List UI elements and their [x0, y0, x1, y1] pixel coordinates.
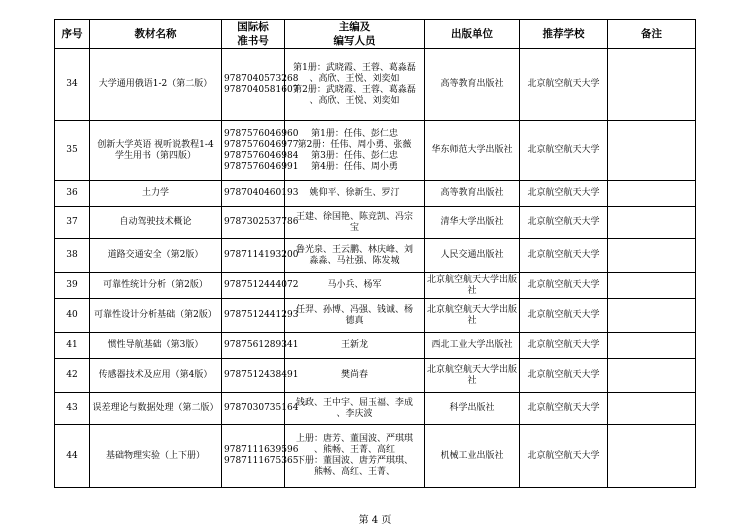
cell-school: 北京航空航天大学	[520, 181, 608, 207]
cell-note	[608, 393, 696, 425]
cell-index: 36	[55, 181, 90, 207]
cell-isbn-line: 9787576046984	[224, 150, 299, 161]
page-number: 第 4 页	[358, 515, 392, 526]
cell-note	[608, 207, 696, 239]
cell-editors	[285, 425, 425, 488]
header-isbn	[222, 20, 285, 49]
cell-editors-line: 鲁光泉、王云鹏、林庆峰、刘	[295, 244, 413, 255]
cell-editors-line: 第2册：任伟、周小勇、张薇	[297, 139, 412, 150]
cell-isbn-line: 9787576046960	[224, 128, 299, 139]
cell-isbn-line: 9787040581607	[224, 84, 299, 95]
cell-title: 道路交通安全（第2版）	[90, 239, 222, 273]
cell-note	[608, 333, 696, 359]
table-row	[55, 359, 696, 393]
header-line: 国际标	[237, 21, 269, 33]
table-row	[55, 181, 696, 207]
cell-index: 40	[55, 299, 90, 333]
header-row	[55, 20, 696, 49]
cell-isbn	[222, 273, 299, 299]
cell-note	[608, 181, 696, 207]
cell-editors-line: 第2册：武晓霞、王蓉、葛淼磊	[293, 84, 416, 95]
cell-publisher: 科学出版社	[425, 393, 520, 425]
cell-title: 误差理论与数据处理（第二版）	[90, 393, 222, 425]
cell-title: 创新大学英语 视听说教程1-4 学生用书（第四版）	[90, 121, 222, 181]
cell-editors-line: 樊尚春	[340, 370, 368, 380]
cell-isbn	[222, 299, 299, 333]
cell-isbn	[222, 121, 299, 181]
cell-isbn	[222, 207, 299, 239]
cell-editors-line: 宝	[349, 222, 359, 233]
cell-editors	[285, 239, 425, 273]
cell-isbn	[222, 49, 299, 121]
cell-publisher: 高等教育出版社	[425, 49, 520, 121]
cell-editors-line: 第3册：任伟、彭仁忠	[311, 150, 398, 161]
cell-note	[608, 425, 696, 488]
table-row	[55, 207, 696, 239]
cell-editors	[285, 181, 425, 207]
table-row	[55, 273, 696, 299]
cell-title: 自动驾驶技术概论	[90, 207, 222, 239]
cell-note	[608, 299, 696, 333]
table-row	[55, 121, 696, 181]
cell-index: 41	[55, 333, 90, 359]
cell-editors	[285, 207, 425, 239]
cell-index: 37	[55, 207, 90, 239]
cell-publisher: 华东师范大学出版社	[425, 121, 520, 181]
cell-isbn-line: 9787512438491	[224, 370, 299, 380]
cell-publisher: 北京航空航天大学出版社	[425, 359, 520, 393]
cell-school: 北京航空航天大学	[520, 299, 608, 333]
header-title: 教材名称	[90, 20, 222, 49]
header-line: 准书号	[237, 35, 269, 47]
cell-editors-line: 、高欣、王悦、刘奕如	[309, 73, 400, 84]
cell-isbn-line: 9787040573268	[224, 73, 299, 84]
cell-school: 北京航空航天大学	[520, 49, 608, 121]
cell-note	[608, 273, 696, 299]
cell-editors	[285, 333, 425, 359]
table-row	[55, 393, 696, 425]
cell-school: 北京航空航天大学	[520, 121, 608, 181]
cell-school: 北京航空航天大学	[520, 207, 608, 239]
cell-editors-line: 德真	[345, 315, 364, 326]
cell-school: 北京航空航天大学	[520, 359, 608, 393]
cell-editors-line: 、李庆波	[336, 408, 373, 419]
cell-isbn-line: 9787576046977	[224, 139, 299, 150]
cell-editors-line: 任羿、孙博、冯强、钱诚、杨	[295, 304, 413, 315]
cell-school: 北京航空航天大学	[520, 393, 608, 425]
cell-school: 北京航空航天大学	[520, 425, 608, 488]
cell-editors-line: 马小兵、杨军	[327, 280, 382, 290]
cell-editors-line: 上册：唐芳、董国波、严琪琪	[295, 434, 413, 444]
header-publisher: 出版单位	[425, 20, 520, 49]
cell-isbn	[222, 393, 299, 425]
cell-publisher: 北京航空航天大学出版社	[425, 273, 520, 299]
cell-note	[608, 239, 696, 273]
cell-editors-line: 淼淼、马社强、陈发城	[309, 255, 400, 266]
header-isbn-lines	[224, 20, 282, 48]
cell-publisher: 高等教育出版社	[425, 181, 520, 207]
cell-editors	[285, 121, 425, 181]
cell-isbn	[222, 239, 299, 273]
header-line: 编写人员	[333, 35, 376, 47]
cell-note	[608, 121, 696, 181]
table-row	[55, 49, 696, 121]
cell-isbn-line: 9787111675365	[224, 456, 299, 466]
cell-editors	[285, 359, 425, 393]
cell-school: 北京航空航天大学	[520, 273, 608, 299]
cell-editors-line: 、高欣、王悦、刘奕如	[309, 95, 400, 106]
cell-school: 北京航空航天大学	[520, 239, 608, 273]
cell-publisher: 机械工业出版社	[425, 425, 520, 488]
cell-title: 大学通用俄语1-2（第二版）	[90, 49, 222, 121]
cell-isbn	[222, 425, 299, 488]
cell-index: 43	[55, 393, 90, 425]
cell-title: 可靠性统计分析（第2版）	[90, 273, 222, 299]
cell-title: 土力学	[90, 181, 222, 207]
cell-publisher: 北京航空航天大学出版社	[425, 299, 520, 333]
cell-editors-line: 姚仰平、徐新生、罗汀	[309, 188, 400, 198]
cell-title: 可靠性设计分析基础（第2版）	[90, 299, 222, 333]
cell-editors-line: 第1册：任伟、彭仁忠	[311, 128, 398, 139]
cell-isbn-line: 9787576046991	[224, 161, 299, 172]
cell-isbn-line: 9787302537786	[224, 217, 299, 227]
cell-isbn-line: 9787114193200	[224, 250, 299, 260]
cell-title: 惯性导航基础（第3版）	[90, 333, 222, 359]
cell-publisher: 人民交通出版社	[425, 239, 520, 273]
cell-editors-line: 、熊畅、王菁、高红	[313, 445, 395, 455]
header-school: 推荐学校	[520, 20, 608, 49]
textbook-table	[54, 19, 696, 488]
cell-editors-line: 熊畅、高红、王菁、	[313, 467, 395, 477]
cell-isbn-line: 9787512441293	[224, 310, 299, 320]
cell-editors-line: 第4册：任伟、周小勇	[311, 161, 398, 172]
cell-editors-line: 王新龙	[340, 340, 368, 350]
header-note: 备注	[608, 20, 696, 49]
cell-title: 基础物理实验（上下册）	[90, 425, 222, 488]
cell-isbn	[222, 181, 299, 207]
cell-note	[608, 359, 696, 393]
table-row	[55, 425, 696, 488]
header-editors-lines	[287, 20, 422, 48]
cell-editors	[285, 49, 425, 121]
header-editors	[285, 20, 425, 49]
cell-isbn-line: 9787030735164	[224, 403, 299, 413]
cell-index: 38	[55, 239, 90, 273]
cell-isbn	[222, 359, 299, 393]
cell-editors	[285, 393, 425, 425]
cell-school: 北京航空航天大学	[520, 333, 608, 359]
cell-editors-line: 王建、徐国艳、陈竞凯、冯宗	[295, 211, 413, 222]
cell-index: 39	[55, 273, 90, 299]
cell-title: 传感器技术及应用（第4版）	[90, 359, 222, 393]
cell-note	[608, 49, 696, 121]
cell-editors	[285, 299, 425, 333]
cell-publisher: 清华大学出版社	[425, 207, 520, 239]
cell-isbn-line: 9787040460193	[224, 188, 299, 198]
cell-isbn	[222, 333, 299, 359]
cell-isbn-line: 9787561289341	[224, 340, 299, 350]
cell-index: 34	[55, 49, 90, 121]
cell-index: 42	[55, 359, 90, 393]
cell-publisher: 西北工业大学出版社	[425, 333, 520, 359]
cell-editors-line: 钱政、王中宇、屈玉福、李成	[295, 397, 413, 408]
cell-editors-line: 下册：董国波、唐芳严琪琪、	[295, 456, 413, 466]
cell-index: 44	[55, 425, 90, 488]
cell-isbn-line: 9787111639596	[224, 445, 299, 455]
header-line: 主编及	[338, 21, 371, 33]
table-row	[55, 299, 696, 333]
table-row	[55, 333, 696, 359]
header-index: 序号	[55, 20, 90, 49]
table-row	[55, 239, 696, 273]
cell-editors-line: 第1册：武晓霞、王蓉、葛淼磊	[293, 62, 416, 73]
cell-isbn-line: 9787512444072	[224, 280, 299, 290]
cell-editors	[285, 273, 425, 299]
cell-index: 35	[55, 121, 90, 181]
